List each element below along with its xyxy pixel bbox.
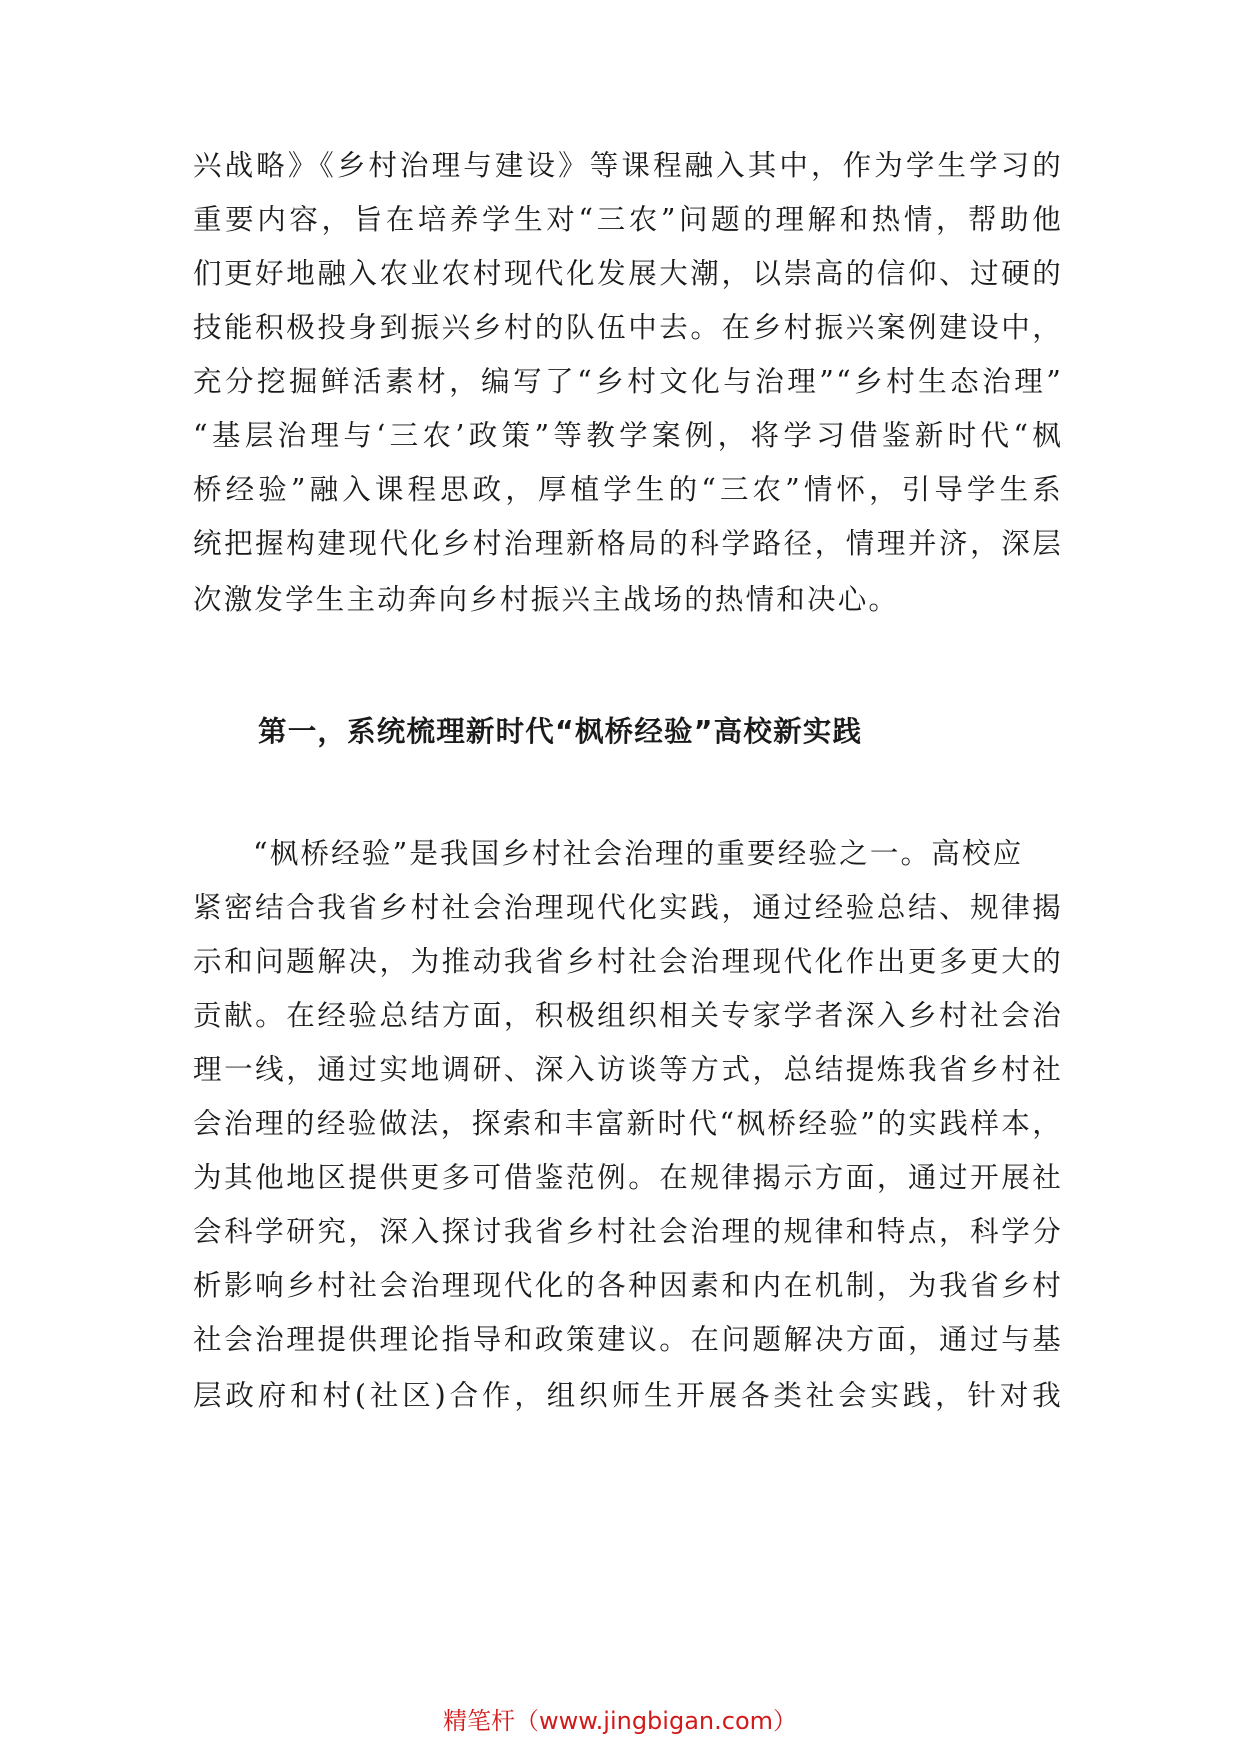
paragraph-line: 重要内容，旨在培养学生对“三农”问题的理解和热情，帮助他 — [193, 203, 1063, 236]
paragraph-line: 社会治理提供理论指导和政策建议。在问题解决方面，通过与基 — [193, 1323, 1063, 1356]
paragraph-line: 会科学研究，深入探讨我省乡村社会治理的规律和特点，科学分 — [193, 1215, 1063, 1248]
paragraph-line: 兴战略》《乡村治理与建设》等课程融入其中，作为学生学习的 — [193, 149, 1063, 182]
paragraph-line: 们更好地融入农业农村现代化发展大潮，以崇高的信仰、过硬的 — [193, 257, 1063, 290]
paragraph-line: 会治理的经验做法，探索和丰富新时代“枫桥经验”的实践样本， — [193, 1107, 1063, 1140]
paragraph-line: 析影响乡村社会治理现代化的各种因素和内在机制，为我省乡村 — [193, 1269, 1063, 1302]
paragraph-line: “枫桥经验”是我国乡村社会治理的重要经验之一。高校应 — [253, 837, 1024, 870]
paragraph-line: 次激发学生主动奔向乡村振兴主战场的热情和决心。 — [193, 583, 900, 616]
paragraph-line: 为其他地区提供更多可借鉴范例。在规律揭示方面，通过开展社 — [193, 1161, 1063, 1194]
paragraph-line: 技能积极投身到振兴乡村的队伍中去。在乡村振兴案例建设中， — [193, 311, 1063, 344]
paragraph-line: 贡献。在经验总结方面，积极组织相关专家学者深入乡村社会治 — [193, 999, 1063, 1032]
paragraph-line: 充分挖掘鲜活素材，编写了“乡村文化与治理”“乡村生态治理” — [193, 365, 1063, 398]
paragraph-line: 桥经验”融入课程思政，厚植学生的“三农”情怀，引导学生系 — [193, 473, 1063, 506]
paragraph-line: 统把握构建现代化乡村治理新格局的科学路径，情理并济，深层 — [193, 527, 1063, 560]
paragraph-line: 层政府和村(社区)合作，组织师生开展各类社会实践，针对我 — [193, 1379, 1063, 1412]
section-heading: 第一，系统梳理新时代“枫桥经验”高校新实践 — [258, 715, 863, 748]
paragraph-line: 紧密结合我省乡村社会治理现代化实践，通过经验总结、规律揭 — [193, 891, 1063, 924]
paragraph-line: “基层治理与‘三农’政策”等教学案例，将学习借鉴新时代“枫 — [193, 419, 1063, 452]
footer-watermark: 精笔杆（www.jingbigan.com） — [442, 1707, 798, 1735]
paragraph-line: 理一线，通过实地调研、深入访谈等方式，总结提炼我省乡村社 — [193, 1053, 1063, 1086]
paragraph-line: 示和问题解决，为推动我省乡村社会治理现代化作出更多更大的 — [193, 945, 1063, 978]
